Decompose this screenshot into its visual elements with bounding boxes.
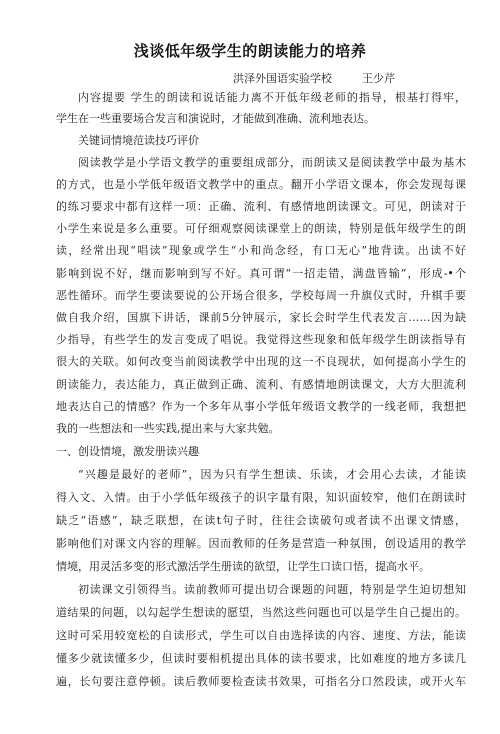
body-line: 得入文、入情。由于小学低年级孩子的识字量有限，知识面较窄，他们在朗读时 (56, 491, 466, 504)
body-line: 阅读教学是小学语文教学的重要组成部分，而朗读又是阅读教学中最为基木 (78, 156, 466, 169)
body-line: 地表达自己的情感？作为一个多年从事小学低年级语文教学的一线老师，我想把 (56, 400, 466, 413)
body-line: 做自我介绍，国旗下讲话，课前5分钟展示，家长会时学生代表发言……因为缺 (56, 311, 466, 324)
byline (233, 70, 395, 86)
abstract-line: 内容提要 学生的朗读和说话能力离不开低年级老师的指导，根基打得牢， (78, 91, 466, 104)
body-line: 很大的关联。如何改变当前阅读教学中出现的这一不良现状，如何提高小学生的 (56, 355, 466, 368)
body-line: 恶性循环。而学生要读要说的公开场合很多，学校每周一升旗仪式时，升棋手要 (56, 289, 466, 302)
body-line: 道结果的问题，以勾起学生想读的愿望，当然这些问题也可以是学生自己提出的。 (56, 606, 466, 619)
body-line: 遍，长句要注意停顿。读后教师要检查读书效果，可指名分口然段读，或开火车 (56, 675, 466, 688)
body-line: 的练习要求中都有这样一项：正确、流利、有感情地朗读课文。可见，朗读对于 (56, 200, 466, 213)
body-line: 情境，用灵活多变的形式激活学生册读的欲望，让学生口读口悟，提高水平。 (56, 560, 430, 573)
body-line: 朗读能力，表达能力，真正做到正确、流利、有感情地朗读课文，大方大胆流利 (56, 378, 466, 391)
abstract-line: 学生在一些重要场合发言和演说时，才能做到准确、流利地表达。 (56, 112, 375, 125)
author-name: 王少芹 (362, 72, 395, 85)
paper-title: 浅谈低年级学生的朗读能力的培养 (133, 42, 367, 60)
body-line: 小学生来说是多么重要。可仔细观察阅读课堂上的朗读，特别是低年级学生的朗 (56, 222, 466, 235)
body-line: 影响他们对课文内容的理解。因而教师的任务是营造一种氛围，创设适用的教学 (56, 537, 466, 550)
body-line: 读，经常出现“唱读”现象或学生“小和尚念经，有口无心”地背读。出读不好 (56, 244, 466, 257)
body-line: 这时可采用较宽松的自读形式，学生可以自由选择读的内容、速度、方法，能读 (56, 629, 466, 642)
school-name: 洪泽外国语实验学校 (233, 72, 332, 85)
section-heading: 一、创设情境，激发册读兴趣 (56, 445, 199, 458)
keywords-line: 关键词情境范读技巧评价 (78, 134, 199, 147)
body-line: 影响到说不好，继而影响到写不好。真可谓“一招走错，满盘皆输”，形成-•个 (56, 267, 466, 280)
body-line: 的方式，也是小学低年级语文教学中的重点。翻开小学语文课本，你会发现每课 (56, 178, 466, 191)
body-line: 我的一些想法和一些实践,提出来与大家共勉。 (56, 422, 280, 435)
body-line: “兴趣是最好的老师”，因为只有学生想读、乐读，才会用心去读，才能读 (78, 468, 466, 481)
body-line: 缺乏“语感”，缺乏联想，在读t句子时，往往会读破句或者读不出课文情感， (56, 514, 466, 527)
body-line: 少指导，有些学生的发言变成了唱说。我觉得这些现象和低年级学生朗读指导有 (56, 333, 466, 346)
body-line: 初读课文引领得当。读前教师可提出切合课题的问题，特别是学生迫切想知 (78, 583, 466, 596)
body-line: 懂多少就读懂多少，但读时要相机提出具体的读书要求，比如难度的地方多读几 (56, 652, 466, 665)
